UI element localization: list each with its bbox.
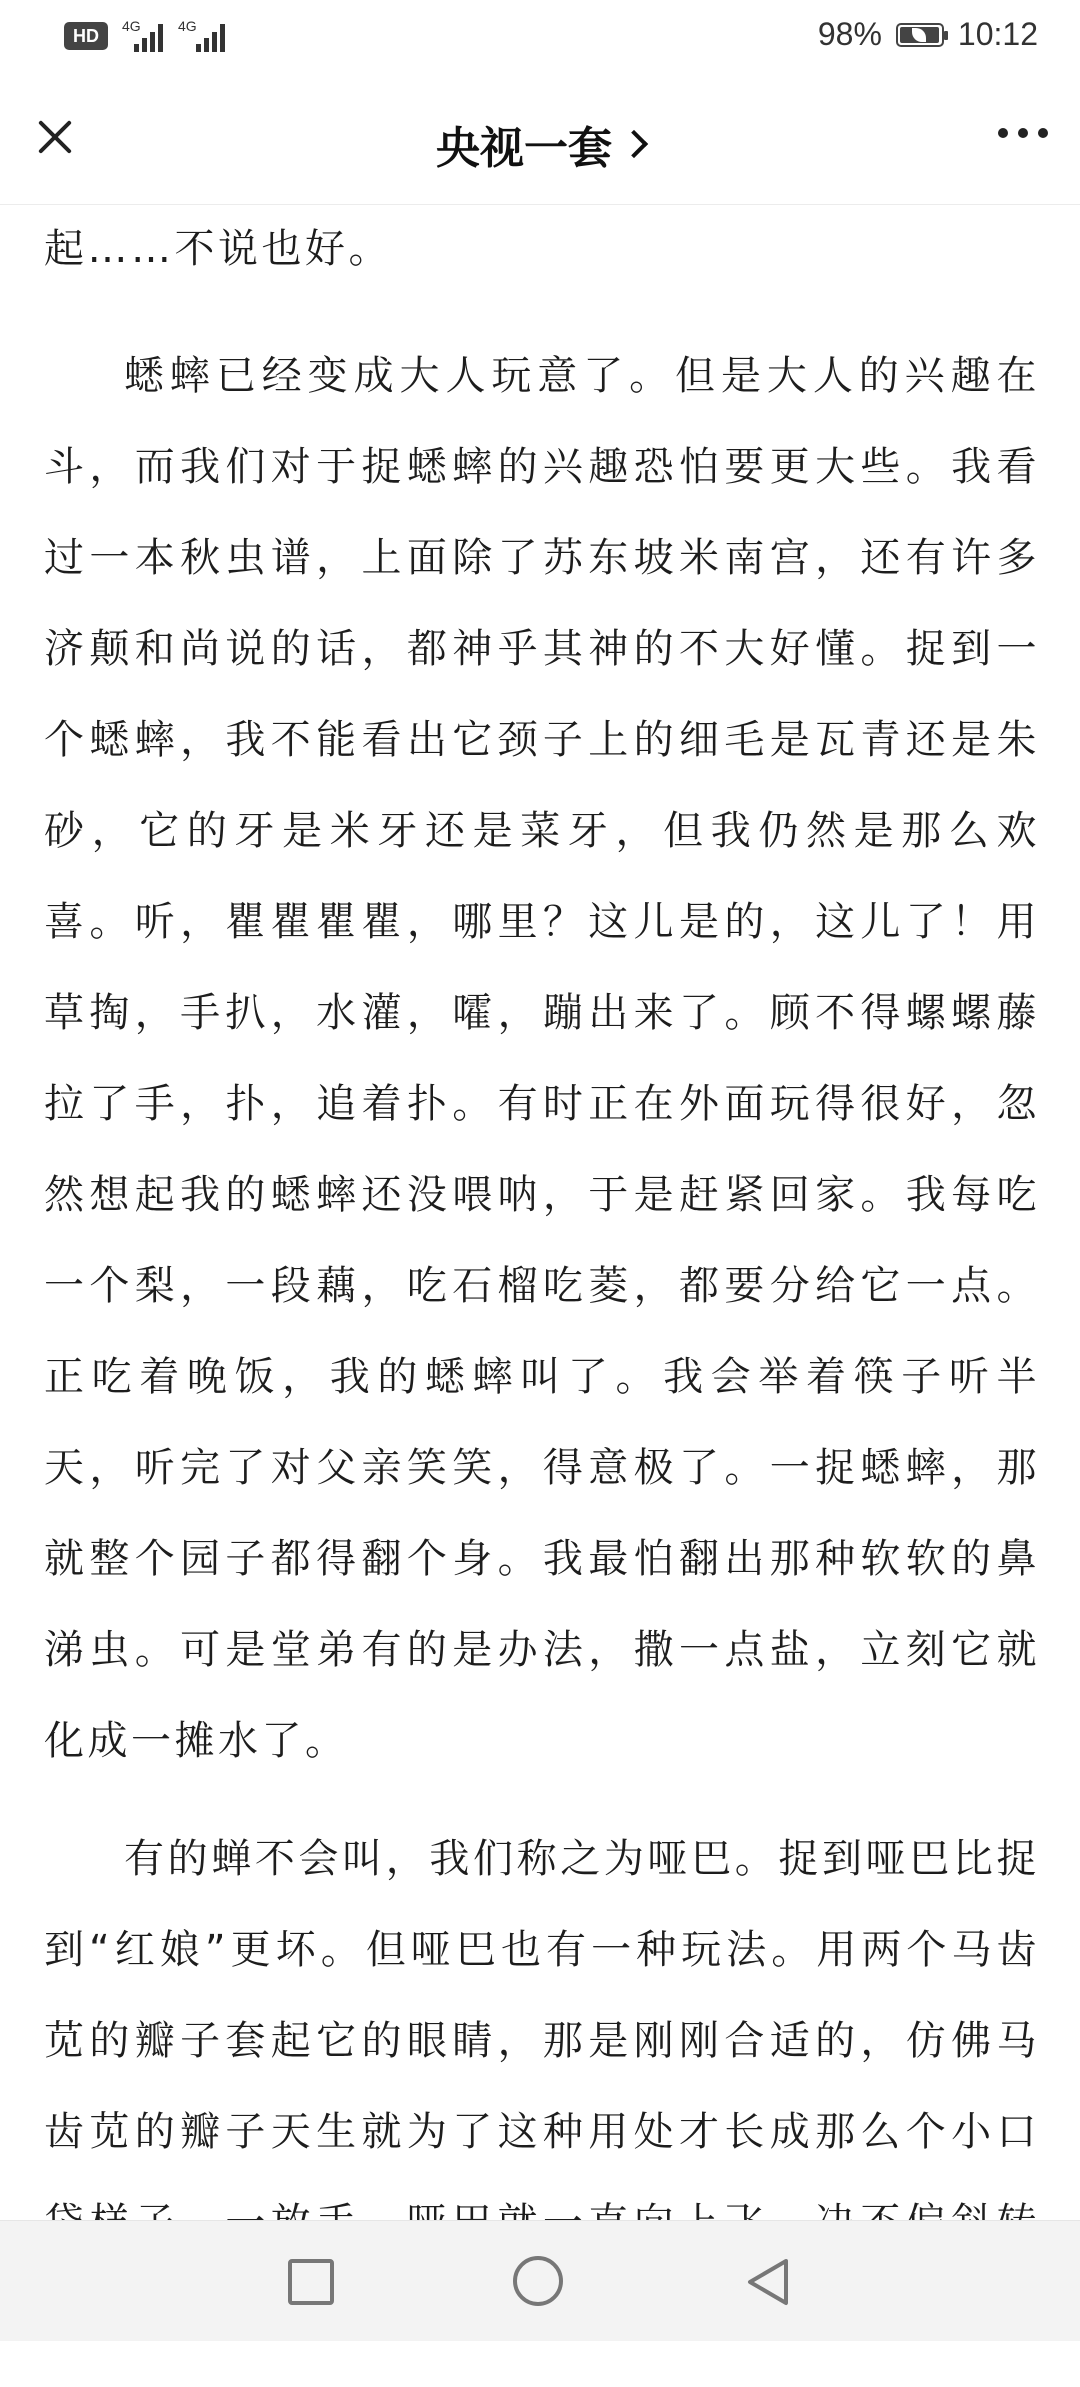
more-icon[interactable] (998, 128, 1048, 138)
system-nav-bar (0, 2220, 1080, 2341)
status-right (818, 16, 1038, 53)
circle-icon[interactable] (513, 2256, 563, 2306)
triangle-back-icon[interactable] (744, 2257, 792, 2307)
sim1-label: 4G (122, 18, 141, 34)
article-body (44, 204, 1040, 2387)
status-left (64, 20, 230, 52)
article-paragraph-1: 蟋蟀已经变成大人玩意了。但是大人的兴趣在斗，而我们对于捉蟋蟀的兴趣恐怕要更大些。我看过一本秋虫谱，上面除了苏东坡米南宫，还有许多济颠和尚说的话，都神乎其神的不大好懂。捉到一个蟋蟀，我不能看出它颈子上的细毛是瓦青还是朱砂，它的牙是米牙还是菜牙，但我仍然是那么欢喜。听，瞿瞿瞿瞿，哪里？这儿是的，这儿了！用草掏，手扒，水灌，嚯，蹦出来了。顾不得螺螺藤拉了手，扑，追着扑。有时正在外面玩得很好，忽然想起我的蟋蟀还没喂呐，于是赶紧回家。我每吃一个梨，一段藕，吃石榴吃菱，都要分给它一点。正吃着晚饭，我的蟋蟀叫了。我会举着筷子听半天，听完了对父亲笑笑，得意极了。一捉蟋蟀，那就整个园子都得翻个身。我最怕翻出那种软软的鼻涕虫。可是堂弟有的是办法，撒一点盐，立刻它就化成一摊水了。 (44, 353, 1040, 1764)
battery-percent: 98% (817, 16, 882, 52)
hd-icon: HD (64, 22, 108, 50)
article-fragment: 起……不说也好。 (44, 226, 392, 272)
article-paragraph-2: 有的蝉不会叫，我们称之为哑巴。捉到哑巴比捉到“红娘”更坏。但哑巴也有一种玩法。用两个马齿苋的瓣子套起它的眼睛，那是刚刚合适的，仿佛马齿苋的瓣子天生就为了这种用处才长成那么个小口 (44, 1836, 1040, 2155)
chevron-right-icon (620, 130, 648, 158)
square-icon[interactable] (288, 2259, 334, 2305)
signal-icon-sim1 (122, 20, 164, 52)
header-bar (0, 72, 1080, 205)
page-title: 央视一套 (436, 123, 612, 174)
sim2-label: 4G (178, 18, 197, 34)
signal-icon-sim2 (178, 20, 230, 52)
status-bar (0, 0, 1080, 72)
battery-icon (896, 23, 944, 47)
account-title-link[interactable] (436, 112, 644, 176)
clock: 10:12 (957, 16, 1038, 52)
title-wrap (0, 112, 1080, 176)
